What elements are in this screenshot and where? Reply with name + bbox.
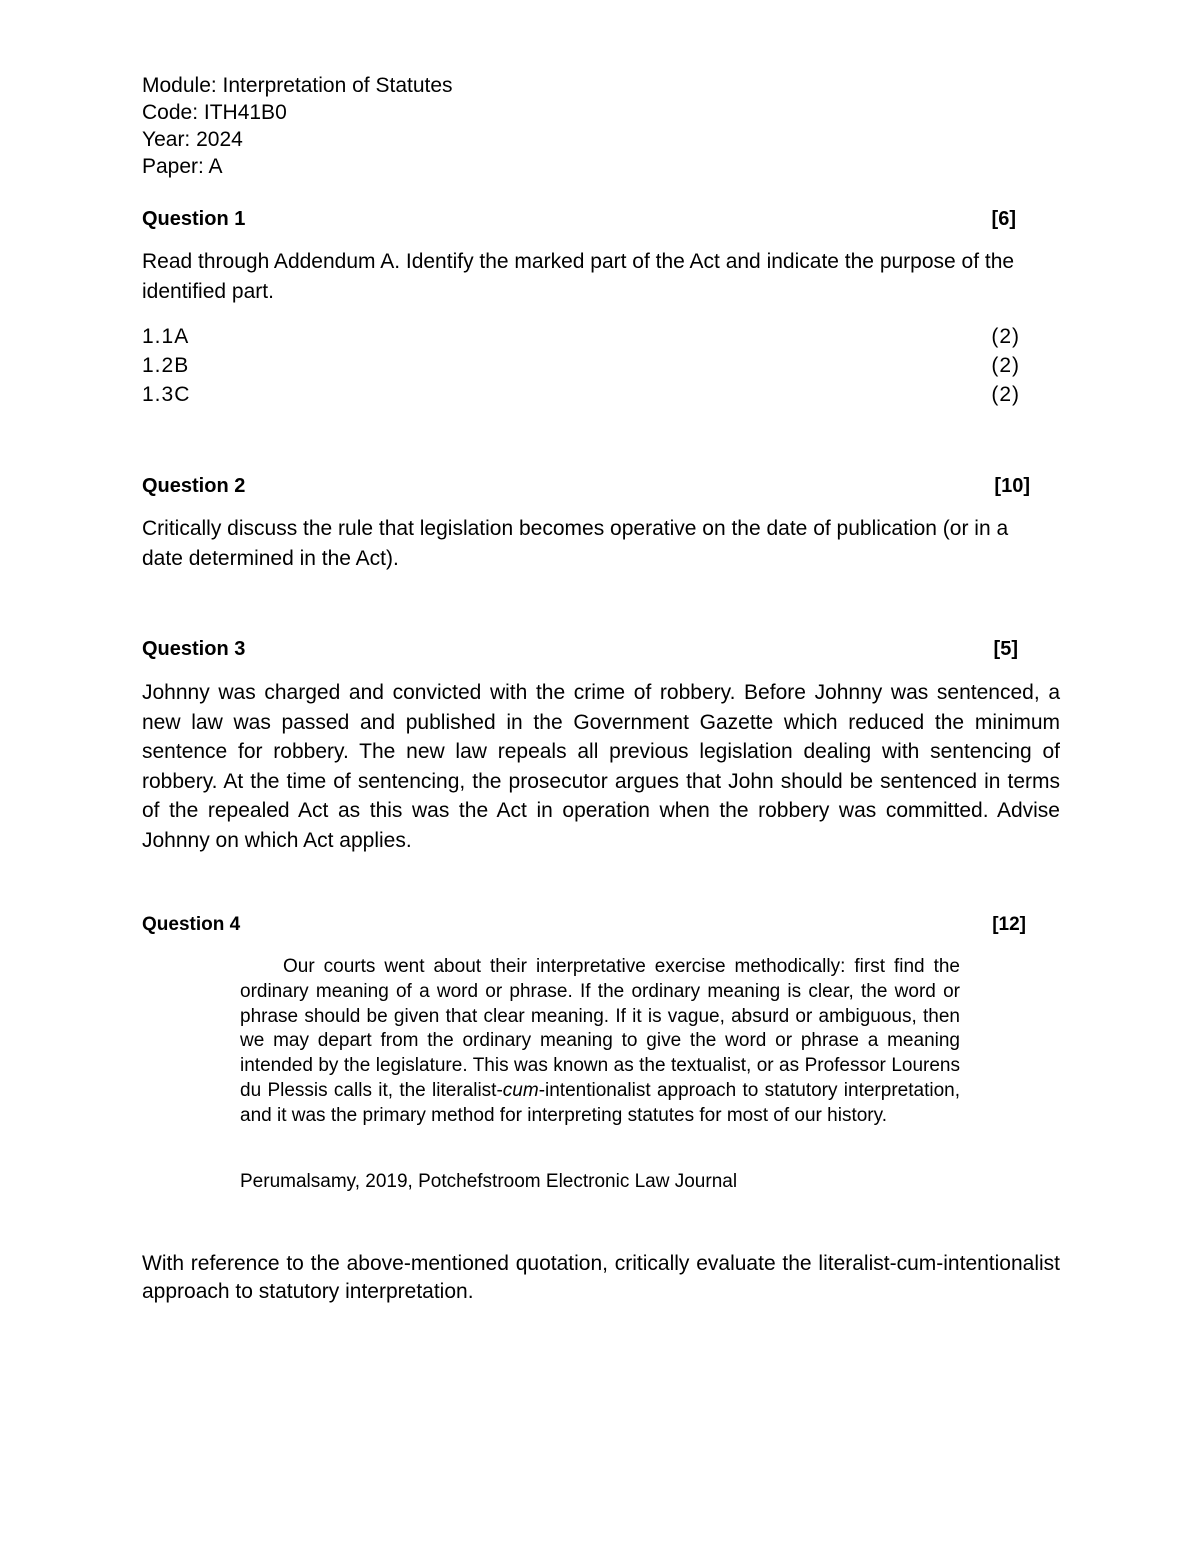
year-line: Year: 2024: [142, 128, 243, 151]
question-3-marks: [5]: [993, 638, 1018, 660]
question-4-marks: [12]: [992, 914, 1026, 935]
subpart-marks: (2): [991, 325, 1020, 348]
quote-italic-word: cum: [502, 1079, 539, 1101]
module-line: Module: Interpretation of Statutes: [142, 74, 453, 97]
code-line: Code: ITH41B0: [142, 101, 287, 124]
subpart-marks: (2): [991, 354, 1020, 377]
quote-paragraph: [240, 955, 960, 1129]
quote-citation: Perumalsamy, 2019, Potchefstroom Electronic Law Journal: [240, 1171, 738, 1192]
question-2-text: Critically discuss the rule that legislation becomes operative on the date of publication (or in a date determined in the Act).: [142, 517, 1009, 570]
question-4-title: Question 4: [142, 914, 241, 935]
question-1-marks: [6]: [991, 208, 1016, 230]
subpart-marks: (2): [991, 383, 1020, 406]
subpart-label: 1.2B: [142, 354, 190, 377]
quoted-passage: [240, 955, 960, 1129]
subpart-label: 1.1A: [142, 325, 190, 348]
quote-text-end: -intentionalist approach to statutory interpretation, and it was the primary method for interpreting statutes for most of our history.: [240, 1079, 960, 1126]
subpart-label: 1.3C: [142, 383, 191, 406]
question-3-title: Question 3: [142, 638, 246, 660]
quote-text-start: Our courts went about their interpretative exercise methodically: first find the ordinary meaning of a word or phrase. If the ordinary meaning is clear, the word or phrase should be given that clear meaning. If it is vague, absurd or ambiguous, then we may depart from the ordinary meaning to give the word or phrase a meaning intended by the legislature. This was known as the textualist, or as Professor Lourens du Plessis calls it, the literalist-: [240, 956, 960, 1101]
question-1-text: Read through Addendum A. Identify the marked part of the Act and indicate the purpose of the identified part.: [142, 250, 1015, 303]
question-2-marks: [10]: [994, 475, 1030, 497]
question-1-subpart: [142, 322, 1020, 351]
question-2-title: Question 2: [142, 475, 246, 497]
paper-header: [142, 72, 453, 180]
paper-line: Paper: A: [142, 155, 223, 178]
question-1-subpart: [142, 351, 1020, 380]
question-1-title: Question 1: [142, 208, 246, 230]
question-3-text: Johnny was charged and convicted with the crime of robbery. Before Johnny was sentenced, a new law was passed and published in the Government Gazette which reduced the minimum sentence for robbery. The new law repeals all previous legislation dealing with sentencing of robbery. At the time of sentencing, the prosecutor argues that John should be sentenced in terms of the repealed Act as this was the Act in operation when the robbery was committed. Advise Johnny on which Act applies.: [142, 681, 1060, 852]
question-4-text: With reference to the above-mentioned quotation, critically evaluate the literalist-cum-intentionalist approach to statutory interpretation.: [142, 1252, 1060, 1303]
question-1-subpart: [142, 380, 1020, 409]
